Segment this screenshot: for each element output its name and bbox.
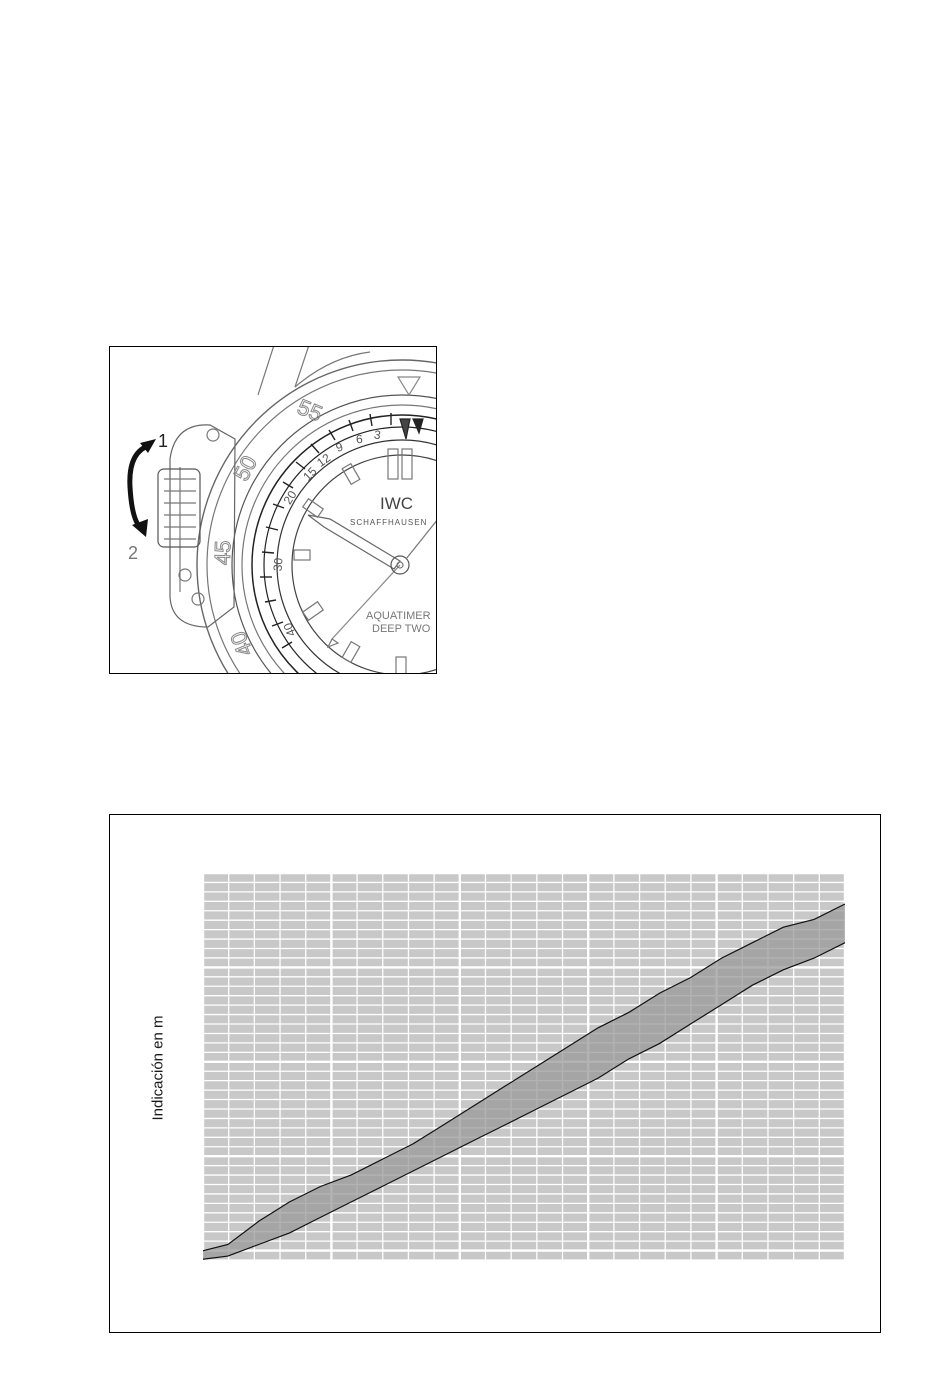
depth-number-30: 30 [270,557,286,572]
depth-number-9: 9 [333,439,345,455]
brand-label: IWC [380,494,414,513]
depth-number-20: 20 [280,488,300,507]
model-line1-label: AQUATIMER [366,610,431,622]
bezel-number-45: 45 [209,540,236,566]
depth-number-40: 40 [280,620,299,639]
depth-chart [203,873,845,1260]
watch-illustration [109,346,437,674]
step-2-label: 2 [128,543,139,563]
watch-drawing [110,347,437,674]
model-line2-label: DEEP TWO [372,623,431,635]
bezel-number-55: 55 [293,394,326,427]
depth-number-3: 3 [373,427,382,443]
step-1-label: 1 [158,431,169,451]
bezel-number-50: 50 [228,451,263,485]
y-axis-label: Indicación en m [149,1015,167,1121]
depth-number-15: 15 [300,464,320,484]
bezel-number-40: 40 [225,627,258,661]
depth-number-12: 12 [314,450,334,470]
brand-sub-label: SCHAFFHAUSEN [350,518,428,527]
depth-number-6: 6 [355,431,364,447]
rotation-arrow-icon [130,445,150,529]
